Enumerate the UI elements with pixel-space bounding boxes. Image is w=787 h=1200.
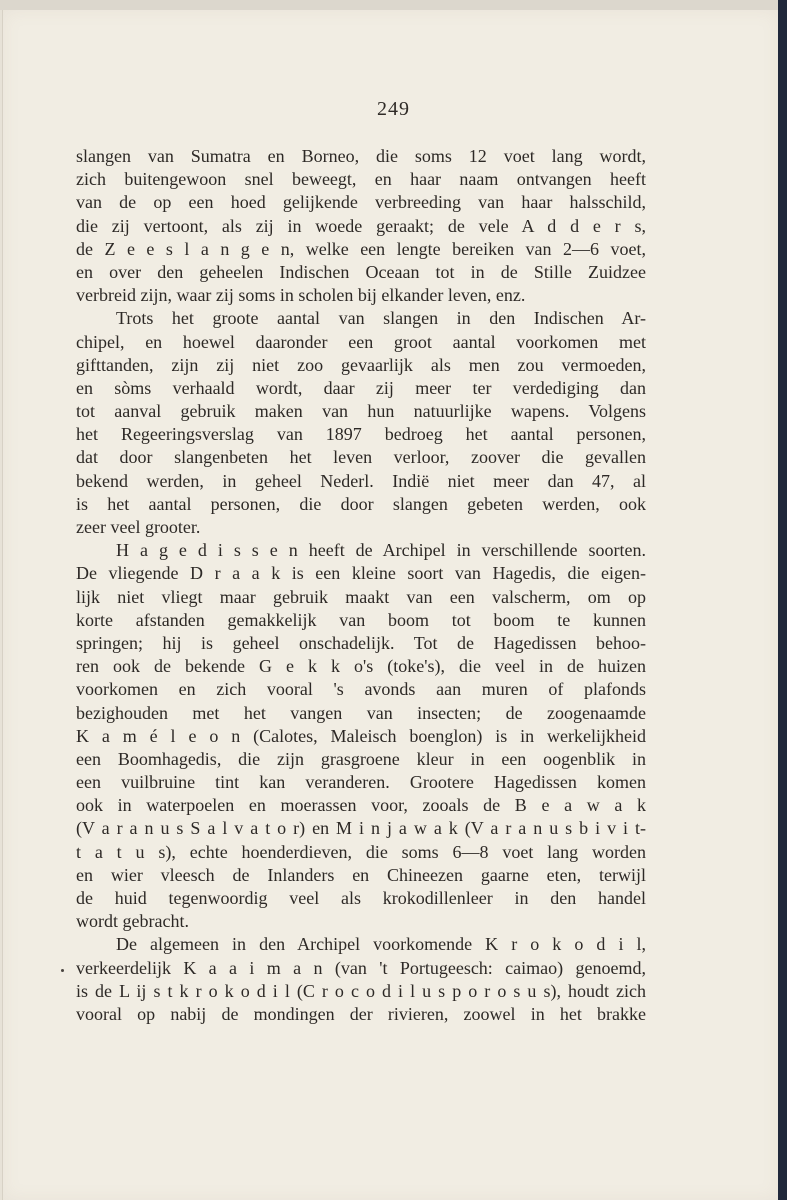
text-line-7: verbreid zijn, waar zij soms in scholen bij elkander leven, enz. xyxy=(76,285,526,306)
text-line-3: van de op een hoed gelijkende verbreeding van haar halsschild, xyxy=(76,192,646,213)
text-line-20: lijk niet vliegt maar gebruik maakt van een valscherm, om op xyxy=(76,586,646,607)
text-line-33: de huid tegenwoordig veel als krokodillenleer in den handel xyxy=(76,888,646,908)
text-line-15: bekend werden, in geheel Nederl. Indië niet meer dan 47, al xyxy=(76,470,646,491)
page-number: 249 xyxy=(377,98,410,120)
text-line-6: en over den geheelen Indischen Oceaan tot in de Stille Zuidzee xyxy=(76,261,646,282)
text-line-37: is de L ij s t k r o k o d i l (C r o c o d i l u s p o r o s u s), houdt zich xyxy=(76,980,646,1001)
text-line-22: springen; hij is geheel onschadelijk. Tot de Hagedissen behoo- xyxy=(76,632,646,653)
text-line-24: voorkomen en zich vooral 's avonds aan muren of plafonds xyxy=(76,679,646,700)
text-line-27: een Boomhagedis, die zijn grasgroene kleur in een oogenblik in xyxy=(76,748,646,769)
text-line-26: K a m é l e o n (Calotes, Maleisch boenglon) is in werkelijkheid xyxy=(76,725,646,746)
text-line-13: het Regeeringsverslag van 1897 bedroeg het aantal personen, xyxy=(76,424,646,445)
text-line-34: wordt gebracht. xyxy=(76,911,189,932)
text-line-28: een vuilbruine tint kan veranderen. Grootere Hagedissen komen xyxy=(76,772,646,793)
text-line-12: tot aanval gebruik maken van hun natuurlijke wapens. Volgens xyxy=(76,401,646,422)
text-line-21: korte afstanden gemakkelijk van boom tot boom te kunnen xyxy=(76,609,646,630)
text-line-35: De algemeen in den Archipel voorkomende K r o k o d i l, xyxy=(116,934,646,955)
text-line-5: de Z e e s l a n g e n, welke een lengte bereiken van 2—6 voet, xyxy=(76,238,646,259)
text-line-19: De vliegende D r a a k is een kleine soort van Hagedis, die eigen- xyxy=(76,563,646,584)
text-line-29: ook in waterpoelen en moerassen voor, zooals de B e a w a k xyxy=(76,795,646,816)
text-line-2: zich buitengewoon snel beweegt, en haar naam ontvangen heeft xyxy=(76,169,646,190)
text-line-4: die zij vertoont, als zij in woede geraakt; de vele A d d e r s, xyxy=(76,215,646,236)
text-line-31: t a t u s), echte hoenderdieven, die soms 6—8 voet lang worden xyxy=(76,841,646,862)
text-line-17: zeer veel grooter. xyxy=(76,517,201,537)
page-top-edge xyxy=(0,0,787,10)
text-line-18: H a g e d i s s e n heeft de Archipel in verschillende soorten. xyxy=(116,540,646,561)
text-line-10: gifttanden, zijn zij niet zoo gevaarlijk als men zou vermoeden, xyxy=(76,354,646,375)
text-line-11: en sòms verhaald wordt, daar zij meer ter verdediging dan xyxy=(76,377,646,398)
margin-dot xyxy=(61,969,64,972)
text-line-9: chipel, en hoewel daaronder een groot aantal voorkomen met xyxy=(76,331,646,352)
text-line-32: en wier vleesch de Inlanders en Chineezen gaarne eten, terwijl xyxy=(76,864,646,885)
text-line-23: ren ook de bekende G e k k o's (toke's), die veel in de huizen xyxy=(76,656,646,677)
page-text xyxy=(76,145,646,1026)
text-line-25: bezighouden met het vangen van insecten; de zoogenaamde xyxy=(76,702,646,723)
text-line-30: (V a r a n u s S a l v a t o r) en M i n j a w a k (V a r a n u s b i v i t- xyxy=(76,818,646,839)
text-line-36: verkeerdelijk K a a i m a n (van 't Portugeesch: caimao) genoemd, xyxy=(76,957,646,978)
dark-right-edge xyxy=(778,0,787,1200)
text-line-8: Trots het groote aantal van slangen in den Indischen Ar- xyxy=(116,308,646,329)
text-line-38: vooral op nabij de mondingen der rivieren, zoowel in het brakke xyxy=(76,1003,646,1024)
text-line-14: dat door slangenbeten het leven verloor, zoover die gevallen xyxy=(76,447,646,468)
text-line-16: is het aantal personen, die door slangen gebeten werden, ook xyxy=(76,493,646,514)
text-line-1: slangen van Sumatra en Borneo, die soms 12 voet lang wordt, xyxy=(76,146,646,166)
